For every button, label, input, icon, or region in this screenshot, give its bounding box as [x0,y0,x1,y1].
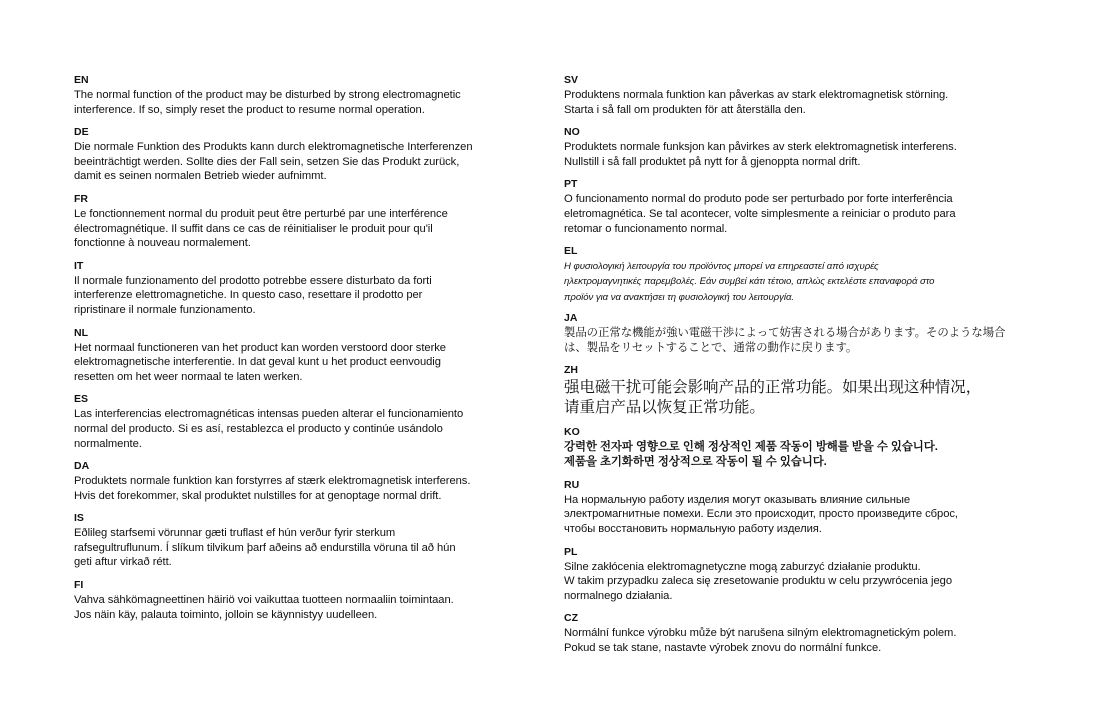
lang-code: PL [564,545,578,558]
lang-code: DA [74,460,90,473]
lang-code: FI [74,579,84,592]
lang-text: Silne zakłócenia elektromagnetyczne mogą zaburzyć działanie produktu. W takim przypadku zaleca się zresetowanie produktu w celu przywrócenia jego normalnego działania. [564,560,952,602]
lang-code: JA [564,311,578,324]
lang-block-ja [564,312,1034,356]
lang-block-pt [564,178,1034,236]
lang-text: Het normaal functioneren van het product kan worden verstoord door sterke elektromagnetische interferentie. In dat geval kunt u het product eenvoudig resetten om het weer normaal te laten werken. [74,341,446,383]
lang-text: Produktets normale funksjon kan påvirkes av sterk elektromagnetisk interferens. Nullstill i så fall produktet på nytt for å gjenoppta normal drift. [564,141,957,168]
lang-code: SV [564,74,579,86]
lang-text: Vahva sähkömagneettinen häiriö voi vaikuttaa tuotteen normaaliin toimintaan. Jos näin käy, palauta toiminto, jolloin se käynnistyy uudelleen. [74,594,454,621]
lang-block-pl [564,546,1034,604]
lang-block-de [74,126,534,184]
lang-block-no [564,126,1034,169]
lang-code: NL [74,326,88,339]
lang-block-nl [74,327,534,385]
lang-block-is [74,512,534,570]
lang-text: Eðlileg starfsemi vörunnar gæti truflast ef hún verður fyrir sterkum rafsegultruflunum. Í slíkum tilvikum þarf aðeins að endurstilla vöruna til að hún geti aftur virkað rétt. [74,527,456,569]
lang-code: DE [74,126,89,139]
lang-block-ru [564,479,1034,537]
lang-code: FR [74,192,88,205]
lang-block-da [74,460,534,503]
lang-block-es [74,393,534,451]
lang-block-fi [74,579,534,622]
lang-code: EN [74,74,89,86]
lang-block-el [564,245,1034,305]
lang-block-it [74,260,534,318]
lang-block-ko [564,426,1034,470]
right-column [564,74,1034,656]
lang-text: 强电磁干扰可能会影响产品的正常功能。如果出现这种情况， 请重启产品以恢复正常功能。 [564,378,982,416]
lang-text: 製品の正常な機能が強い電磁干渉によって妨害される場合があります。そのような場合 は、製品をリセットすることで、通常の動作に戻ります。 [564,326,1006,354]
lang-block-zh [564,364,1034,418]
lang-block-fr [74,193,534,251]
lang-text: Le fonctionnement normal du produit peut être perturbé par une interférence électromagnétique. Il suffit dans ce cas de réinitialiser le produit pour qu'il fonctionne à nouveau normalement. [74,207,448,250]
lang-block-sv [564,74,1034,117]
lang-text: На нормальную работу изделия могут оказывать влияние сильные электромагнитные помехи. Если это происходит, просто произведите сброс, чтобы восстановить нормальную работу изделия. [564,493,958,535]
lang-code: KO [564,425,580,438]
lang-text: Die normale Funktion des Produkts kann durch elektromagnetische Interferenzen beeinträchtigt werden. Sollte dies der Fall sein, setzen Sie das Produkt zurück, damit es seinen normalen Betrieb wieder aufnimmt. [74,141,473,183]
lang-text: O funcionamento normal do produto pode ser perturbado por forte interferência eletromagnética. Se tal acontecer, volte simplesmente a reiniciar o produto para retomar o funcionamento normal. [564,193,956,235]
lang-code: CZ [564,612,578,625]
lang-text: Normální funkce výrobku může být narušena silným elektromagnetickým polem. Pokud se tak stane, nastavte výrobek znovu do normální funkce. [564,627,957,654]
lang-code: EL [564,245,578,258]
lang-block-en [74,74,534,117]
lang-text: The normal function of the product may be disturbed by strong electromagnetic interference. If so, simply reset the product to resume normal operation. [74,89,461,116]
lang-text: 강력한 전자파 영향으로 인해 정상적인 제품 작동이 방해를 받을 수 있습니다. 제품을 초기화하면 정상적으로 작동이 될 수 있습니다. [564,440,938,468]
lang-code: NO [564,126,580,139]
lang-code: ES [74,393,89,406]
left-column [74,74,534,622]
lang-text: Produktens normala funktion kan påverkas av stark elektromagnetisk störning. Starta i så fall om produkten för att återställa den. [564,89,949,116]
lang-text: Η φυσιολογική λειτουργία του προϊόντος μπορεί να επηρεαστεί από ισχυρές ηλεκτρομαγνητικές παρεμβολές. Εάν συμβεί κάτι τέτοιο, απλώς εκτελέστε επαναφορά στο προϊόν για να ανακτήσει τη φυσιολογική του λειτουργία. [564,261,935,303]
lang-code: ZH [564,363,578,376]
lang-code: RU [564,478,580,491]
lang-text: Il normale funzionamento del prodotto potrebbe essere disturbato da forti interferenze elettromagnetiche. In questo caso, resettare il prodotto per ripristinare il normale funzionamento. [74,274,432,316]
lang-code: PT [564,178,578,191]
lang-block-cz [564,612,1034,655]
lang-text: Produktets normale funktion kan forstyrres af stærk elektromagnetisk interferens. Hvis det forekommer, skal produktet nulstilles for at genoptage normal drift. [74,475,471,502]
lang-text: Las interferencias electromagnéticas intensas pueden alterar el funcionamiento normal del producto. Si es así, restablezca el producto y continúe usándolo normalmente. [74,408,464,450]
lang-code: IS [74,512,84,525]
lang-code: IT [74,259,84,272]
